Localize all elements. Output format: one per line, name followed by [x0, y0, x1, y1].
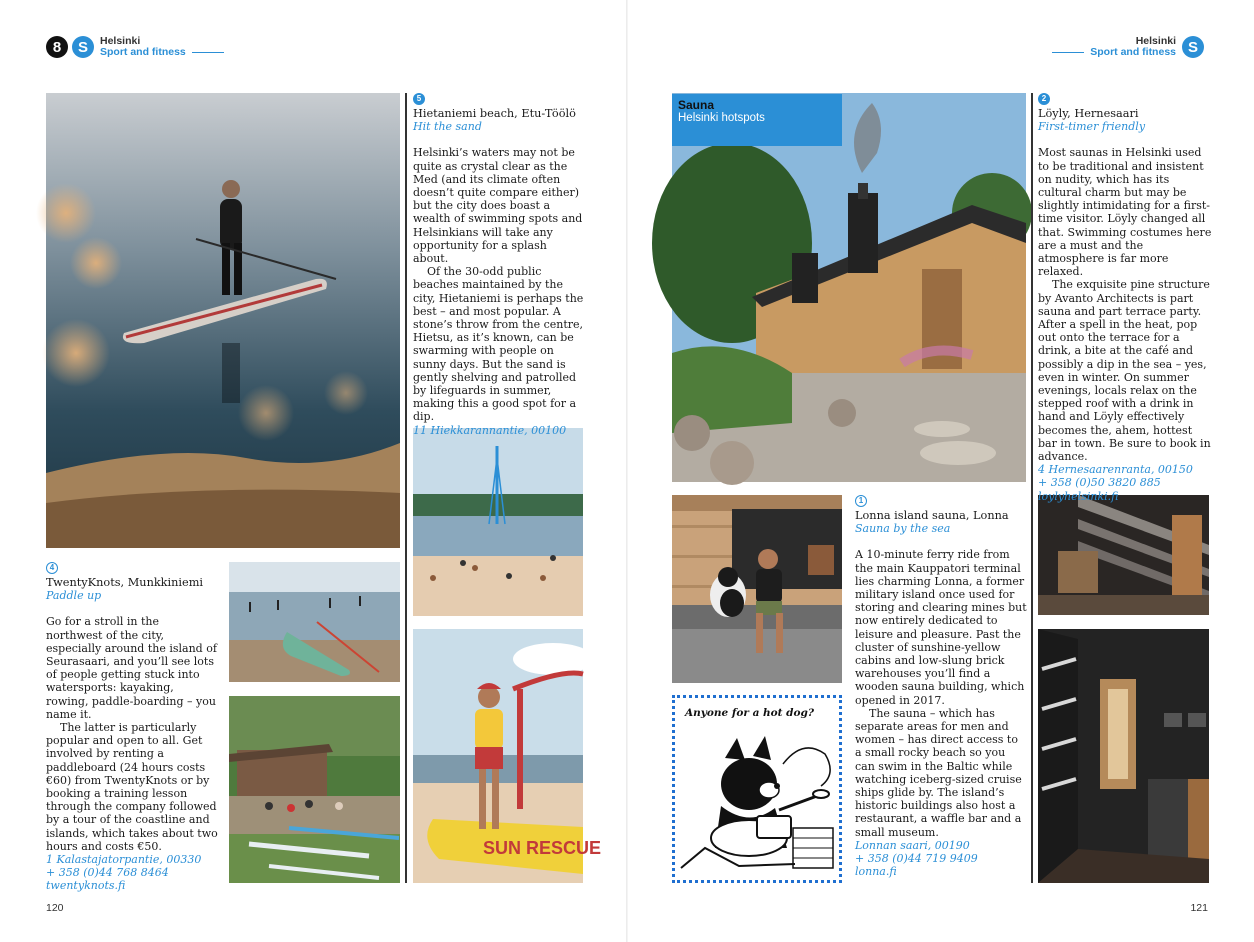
header-rule: [192, 52, 224, 53]
entry-title: Hietaniemi beach, Etu-Töölö: [413, 107, 576, 120]
entry-paragraph: A 10-minute ferry ride from the main Kauppatori terminal lies charming Lonna, a former military island once used for storing and clearing mines but now entirely dedicated to leisure and pleasure. Past the cluster of sunshine-yellow cabins and low-slung brick warehouses you’ll find a wooden sauna building, which opened in 2017.: [855, 548, 1027, 707]
paddle-shed-photo: [229, 696, 400, 883]
header-city: Helsinki: [100, 35, 141, 47]
entry-loyly: [1038, 93, 1212, 503]
entry-hietaniemi: [413, 93, 585, 437]
entry-lonna: [855, 495, 1027, 878]
entry-paragraph: Helsinki’s waters may not be quite as crystal clear as the Med (and its climate often doesn’t quite compare either) but the city does boast a wealth of swimming spots and Helsinkians will take any opportunity for a splash about.: [413, 146, 583, 266]
entry-address: Lonnan saari, 00190: [855, 838, 970, 852]
hot-dog-illustration: [672, 695, 842, 883]
header-right: [1044, 36, 1208, 58]
entry-number-marker: 5: [413, 93, 425, 105]
header-section: Sport and fitness: [100, 46, 186, 58]
kayaks-photo: [229, 562, 400, 682]
header-city: Helsinki: [1135, 35, 1176, 47]
entry-website-link[interactable]: lonna.fi: [855, 865, 897, 879]
entry-website-link[interactable]: twentyknots.fi: [46, 879, 126, 893]
entry-paragraph: The sauna – which has separate areas for men and women – has direct access to a small rocky beach so you can swim in the Baltic while watching iceberg-sized cruise ships glide by. The island’s historic buildings also host a restaurant, a waffle bar and a small museum.: [855, 706, 1022, 839]
entry-paragraph: Most saunas in Helsinki used to be traditional and insistent on nudity, which has its cultural charm but may be slightly intimidating for a first-time visitor. Löyly changed all that. Swimming costumes here are a must and the atmosphere is far more relaxed.: [1038, 146, 1212, 279]
header-right-text: [1046, 36, 1176, 58]
entry-title: Löyly, Hernesaari: [1038, 107, 1139, 120]
illustration-caption: Anyone for a hot dog?: [685, 707, 815, 719]
entry-phone: + 358 (0)44 768 8464: [46, 866, 169, 880]
entry-number-marker: 2: [1038, 93, 1050, 105]
entry-title: TwentyKnots, Munkkiniemi: [46, 576, 204, 589]
entry-address: 1 Kalastajatorpantie, 00330: [46, 853, 202, 867]
rescue-board-text: SUN RESCUE: [483, 838, 602, 858]
entry-paragraph: The exquisite pine structure by Avanto Architects is part sauna and part terrace party. After a spell in the heat, pop out onto the terrace for a drink, a bite at the café and possibly a dip in the sea – yes, even in winter. On summer evenings, locals relax on the stepped roof with a drink in hand and Löyly effectively becomes the, ahem, hottest bar in town. Be sure to book in advance.: [1038, 278, 1211, 464]
header-left: [46, 36, 232, 58]
entry-website-link[interactable]: loylyhelsinki.fi: [1038, 489, 1119, 503]
loyly-corridor-photo: [1038, 629, 1209, 883]
paddleboard-photo: [46, 93, 400, 548]
entry-title: Lonna island sauna, Lonna: [855, 509, 1009, 522]
entry-twentyknots: [46, 562, 218, 893]
entry-number-marker: 4: [46, 562, 58, 574]
entry-number-marker: 1: [855, 495, 867, 507]
chapter-number: 8: [46, 36, 68, 58]
entry-address: 4 Hernesaarenranta, 00150: [1038, 463, 1193, 477]
entry-paragraph: Of the 30-odd public beaches maintained by the city, Hietaniemi is perhaps the best – and most popular. A stone’s throw from the centre, Hietsu, as it’s known, can be swarming with people on sunny days. But the sand is gently shelving and patrolled by lifeguards in summer, making this a good spot for a dip.: [413, 265, 584, 424]
entry-subtitle: First-timer friendly: [1038, 120, 1146, 134]
entry-paragraph: The latter is particularly popular and open to all. Get involved by renting a paddleboard (24 hours costs €60) from TwentyKnots or by booking a training lesson through the company followed by a tour of the coastline and islands, which takes about two hours and costs €50.: [46, 721, 218, 853]
page-number-right: 121: [1190, 902, 1208, 914]
entry-phone: + 358 (0)50 3820 885: [1038, 476, 1161, 490]
entry-subtitle: Hit the sand: [413, 120, 482, 134]
sauna-label-subtitle: Helsinki hotspots: [678, 112, 765, 124]
lifeguard-photo: [413, 629, 602, 883]
entry-subtitle: Sauna by the sea: [855, 522, 951, 536]
loyly-interior-photo: [1038, 495, 1209, 615]
sauna-section-label: [672, 94, 842, 146]
entry-address: 11 Hiekkarannantie, 00100: [413, 423, 567, 437]
spread-gutter: [626, 0, 628, 942]
sauna-label-title: Sauna: [678, 98, 715, 112]
page-number-left: 120: [46, 902, 64, 914]
lonna-man-dog-photo: [672, 495, 842, 683]
entry-subtitle: Paddle up: [46, 589, 102, 603]
entry-paragraph: Go for a stroll in the northwest of the city, especially around the island of Seurasaari, and you’ll see lots of people getting stuck into watersports: kayaking, rowing, paddle-boarding – you name it.: [46, 615, 217, 721]
section-badge-icon: S: [72, 36, 94, 58]
loyly-sauna-photo: [672, 93, 1026, 482]
beach-photo: [413, 428, 583, 616]
column-rule: [405, 93, 407, 883]
section-badge-icon: S: [1182, 36, 1204, 58]
column-rule: [1031, 93, 1033, 883]
header-left-text: [100, 36, 230, 58]
header-section: Sport and fitness: [1090, 46, 1176, 58]
header-rule: [1052, 52, 1084, 53]
entry-phone: + 358 (0)44 719 9409: [855, 852, 978, 866]
